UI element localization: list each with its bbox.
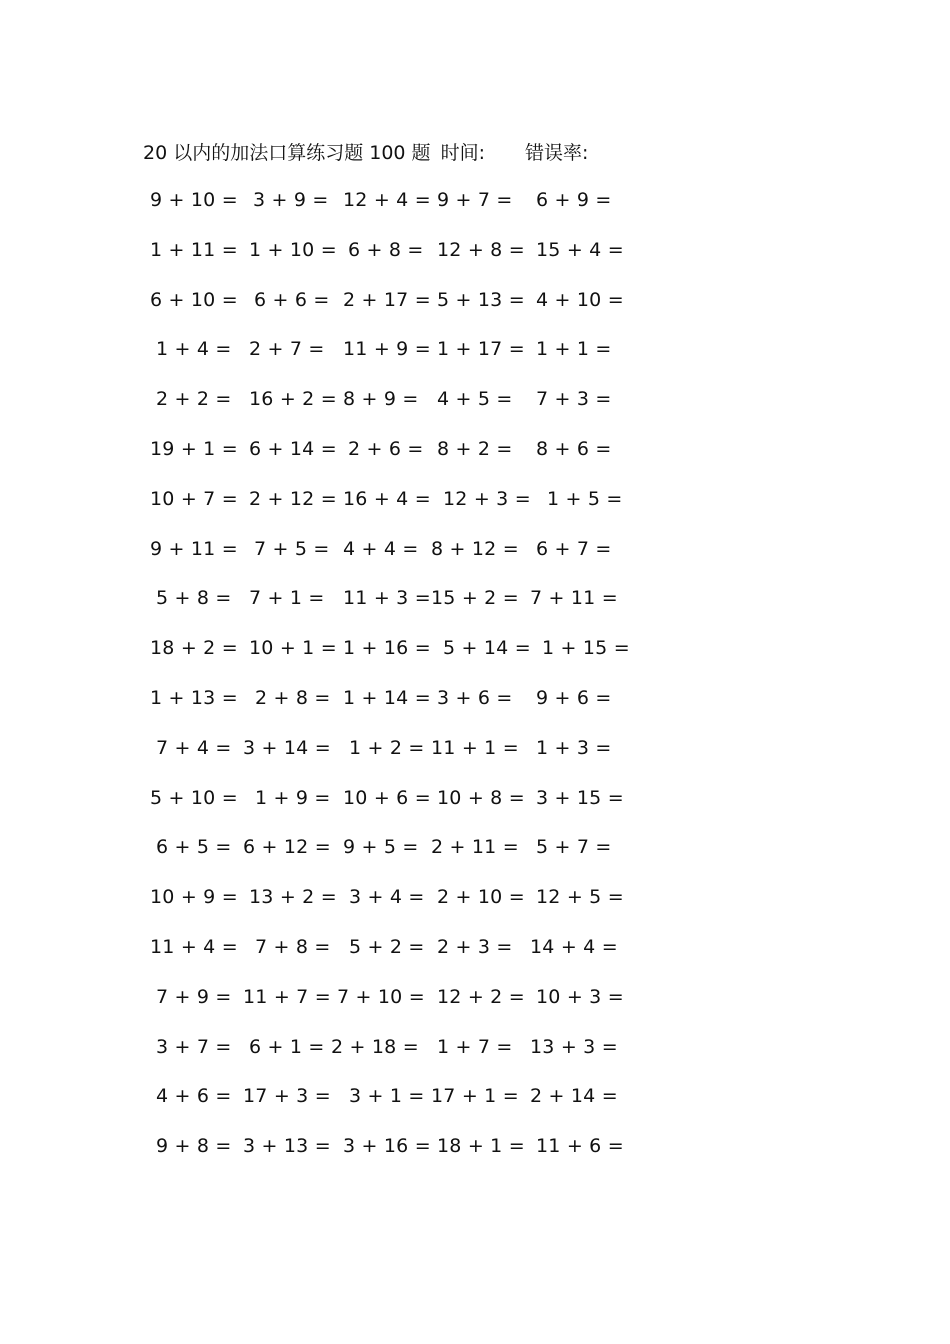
problem-item: 6 + 9 = [536,189,612,211]
problem-item: 14 + 4 = [530,935,618,958]
problem-item: 17 + 1 = [431,1085,519,1108]
problem-item: 1 + 11 = [150,238,238,261]
problem-item: 8 + 9 = [343,388,419,411]
problem-row [150,783,650,833]
problem-item: 1 + 1 = [536,338,612,361]
problem-row [150,534,650,584]
problem-item: 7 + 5 = [254,537,330,560]
problem-item: 7 + 9 = [156,985,232,1008]
problem-item: 2 + 12 = [249,487,337,510]
problem-item: 12 + 3 = [443,487,531,510]
problem-item: 2 + 8 = [255,686,331,709]
problem-item: 4 + 10 = [536,288,624,311]
problem-item: 5 + 8 = [156,587,232,610]
problem-item: 11 + 7 = [243,985,331,1008]
error-rate-label: 错误率: [524,141,589,164]
problem-row [150,235,650,285]
problem-item: 2 + 17 = [343,288,431,311]
worksheet-header [143,137,588,165]
problem-item: 7 + 1 = [249,587,325,610]
problem-row [150,733,650,783]
problem-item: 4 + 4 = [343,537,419,560]
problem-item: 7 + 11 = [530,587,618,610]
problem-row [150,583,650,633]
problem-item: 4 + 5 = [437,388,513,411]
problem-item: 1 + 16 = [343,637,431,660]
problem-item: 3 + 9 = [253,189,329,211]
problem-item: 8 + 2 = [437,437,513,460]
problem-item: 7 + 8 = [255,935,331,958]
problem-item: 3 + 4 = [349,886,425,909]
problem-row [150,384,650,434]
problem-item: 16 + 4 = [343,487,431,510]
problem-item: 1 + 3 = [536,736,612,759]
problem-item: 1 + 9 = [255,786,331,809]
problem-item: 15 + 2 = [431,587,519,610]
problem-item: 1 + 2 = [349,736,425,759]
problem-item: 9 + 11 = [150,537,238,560]
problem-item: 3 + 1 = [349,1085,425,1108]
problem-item: 3 + 6 = [437,686,513,709]
problem-item: 7 + 3 = [536,388,612,411]
problem-row [150,434,650,484]
problem-grid [150,185,650,1181]
problem-item: 16 + 2 = [249,388,337,411]
problem-row [150,1081,650,1131]
problem-item: 7 + 10 = [337,985,425,1008]
problem-item: 2 + 10 = [437,886,525,909]
problem-item: 3 + 13 = [243,1135,331,1158]
problem-item: 18 + 1 = [437,1135,525,1158]
problem-item: 10 + 1 = [249,637,337,660]
problem-item: 10 + 6 = [343,786,431,809]
problem-item: 8 + 12 = [431,537,519,560]
problem-row [150,633,650,683]
problem-item: 4 + 6 = [156,1085,232,1108]
problem-item: 6 + 8 = [348,238,424,261]
problem-item: 3 + 16 = [343,1135,431,1158]
problem-item: 15 + 4 = [536,238,624,261]
problem-item: 6 + 6 = [254,288,330,311]
problem-item: 1 + 13 = [150,686,238,709]
problem-item: 1 + 14 = [343,686,431,709]
problem-item: 9 + 10 = [150,189,238,211]
problem-item: 3 + 15 = [536,786,624,809]
problem-item: 13 + 3 = [530,1035,618,1058]
problem-row [150,932,650,982]
problem-item: 2 + 7 = [249,338,325,361]
problem-item: 12 + 4 = [343,189,431,211]
problem-item: 13 + 2 = [249,886,337,909]
problem-item: 2 + 14 = [530,1085,618,1108]
problem-item: 1 + 15 = [542,637,630,660]
worksheet-title: 20 以内的加法口算练习题 100 题 [143,141,431,164]
problem-item: 5 + 10 = [150,786,238,809]
problem-item: 10 + 8 = [437,786,525,809]
problem-row [150,285,650,335]
problem-item: 10 + 9 = [150,886,238,909]
problem-item: 9 + 5 = [343,836,419,859]
problem-item: 3 + 7 = [156,1035,232,1058]
problem-item: 5 + 2 = [349,935,425,958]
problem-item: 6 + 10 = [150,288,238,311]
problem-item: 12 + 2 = [437,985,525,1008]
problem-item: 1 + 5 = [547,487,623,510]
problem-item: 11 + 3 = [343,587,431,610]
problem-item: 6 + 12 = [243,836,331,859]
problem-item: 6 + 5 = [156,836,232,859]
problem-item: 8 + 6 = [536,437,612,460]
problem-item: 6 + 14 = [249,437,337,460]
problem-row [150,683,650,733]
problem-row [150,982,650,1032]
problem-item: 10 + 3 = [536,985,624,1008]
problem-item: 2 + 2 = [156,388,232,411]
problem-item: 2 + 18 = [331,1035,419,1058]
problem-row [150,832,650,882]
problem-item: 18 + 2 = [150,637,238,660]
problem-item: 9 + 6 = [536,686,612,709]
problem-item: 1 + 4 = [156,338,232,361]
problem-item: 1 + 10 = [249,238,337,261]
problem-item: 17 + 3 = [243,1085,331,1108]
problem-item: 2 + 6 = [348,437,424,460]
problem-item: 12 + 5 = [536,886,624,909]
problem-item: 11 + 4 = [150,935,238,958]
problem-row [150,1131,650,1181]
problem-item: 10 + 7 = [150,487,238,510]
problem-row [150,185,650,235]
problem-row [150,334,650,384]
problem-item: 5 + 13 = [437,288,525,311]
problem-item: 9 + 7 = [437,189,513,211]
problem-row [150,882,650,932]
problem-item: 9 + 8 = [156,1135,232,1158]
problem-item: 6 + 7 = [536,537,612,560]
problem-item: 11 + 1 = [431,736,519,759]
problem-item: 2 + 3 = [437,935,513,958]
problem-item: 12 + 8 = [437,238,525,261]
problem-item: 2 + 11 = [431,836,519,859]
problem-item: 11 + 6 = [536,1135,624,1158]
problem-item: 11 + 9 = [343,338,431,361]
problem-item: 1 + 17 = [437,338,525,361]
problem-item: 7 + 4 = [156,736,232,759]
time-label: 时间: [440,141,485,164]
problem-item: 5 + 7 = [536,836,612,859]
problem-item: 6 + 1 = [249,1035,325,1058]
problem-row [150,1032,650,1082]
problem-item: 1 + 7 = [437,1035,513,1058]
problem-item: 5 + 14 = [443,637,531,660]
problem-row [150,484,650,534]
problem-item: 3 + 14 = [243,736,331,759]
problem-item: 19 + 1 = [150,437,238,460]
